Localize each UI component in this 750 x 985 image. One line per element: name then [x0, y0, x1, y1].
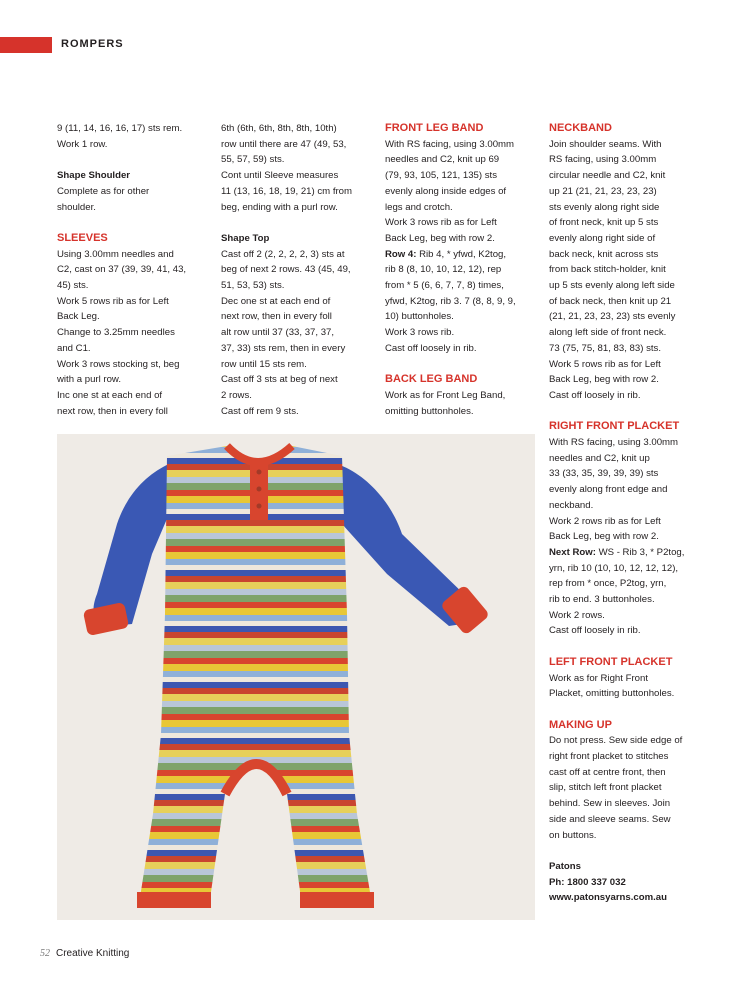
instruction-line: 37, 33) sts rem, then in every — [221, 342, 346, 354]
subheading: Shape Top — [221, 232, 270, 244]
instruction-line: Cast off loosely in rib. — [549, 389, 641, 401]
instruction-line: alt row until 37 (33, 37, 37, — [221, 327, 335, 339]
instruction-line: from * 5 (6, 6, 7, 7, 8) times, — [385, 280, 504, 292]
text-column-3 — [385, 121, 545, 419]
instruction-line: needles and C2, knit up — [549, 452, 650, 464]
instruction-line: Work 2 rows. — [549, 609, 605, 621]
instruction-line: evenly along right side of — [549, 232, 656, 244]
paragraph-gap — [57, 152, 217, 168]
instruction-line: with a purl row. — [57, 374, 121, 386]
row-label: Next Row: — [549, 546, 596, 558]
text-column-2 — [221, 121, 381, 419]
instruction-line: sts evenly along right side — [549, 201, 660, 213]
paragraph-gap — [549, 843, 719, 859]
instruction-line: 33 (33, 35, 39, 39, 39) sts — [549, 468, 659, 480]
instruction-line: row until 15 sts rem. — [221, 358, 307, 370]
instruction-line: of front neck, knit up 5 sts — [549, 217, 659, 229]
instruction-line: Placket, omitting buttonholes. — [549, 688, 675, 700]
instruction-line: Work 3 rows rib. — [385, 327, 455, 339]
instruction-line: 51, 53, 53) sts. — [221, 280, 285, 292]
instruction-line: (79, 93, 105, 121, 135) sts — [385, 170, 498, 182]
instruction-line: evenly along inside edges of — [385, 185, 507, 197]
section-heading: LEFT FRONT PLACKET — [549, 655, 673, 668]
instruction-line: back neck, knit across sts — [549, 248, 659, 260]
paragraph-gap — [57, 215, 217, 231]
instruction-line: right front placket to stitches — [549, 751, 669, 763]
instruction-line: Join shoulder seams. With — [549, 138, 662, 150]
instruction-line — [385, 247, 545, 263]
instruction-line: slip, stitch left front placket — [549, 782, 662, 794]
instruction-line: yrn, rib 10 (10, 10, 12, 12, 12), — [549, 562, 679, 574]
instruction-line: 73 (75, 75, 81, 83, 83) sts. — [549, 342, 661, 354]
instruction-line: circular needle and C2, knit — [549, 170, 666, 182]
instruction-line: of back neck, then knit up 21 — [549, 295, 672, 307]
instruction-line: legs and crotch. — [385, 201, 453, 213]
instruction-line: Cast off rem 9 sts. — [221, 405, 299, 417]
instruction-line: Back Leg, beg with row 2. — [385, 232, 495, 244]
instruction-line: side and sleeve seams. Sew — [549, 813, 671, 825]
instruction-line: Using 3.00mm needles and — [57, 248, 174, 260]
instruction-line: up 21 (21, 21, 23, 23, 23) — [549, 185, 657, 197]
instruction-line: Cast off 2 (2, 2, 2, 2, 3) sts at — [221, 248, 345, 260]
instruction-line: 45) sts. — [57, 280, 89, 291]
instruction-line: Cast off loosely in rib. — [385, 342, 477, 354]
instruction-line: up 5 sts evenly along left side — [549, 280, 675, 292]
instruction-line: along left side of front neck. — [549, 327, 667, 339]
instruction-line: Back Leg, beg with row 2. — [549, 374, 659, 386]
instruction-line: Work 2 rows rib as for Left — [549, 515, 661, 527]
instruction-line: Cast off loosely in rib. — [549, 625, 641, 637]
instruction-line: Inc one st at each end of — [57, 389, 163, 401]
magazine-name: Creative Knitting — [56, 948, 130, 959]
instruction-line: row until there are 47 (49, 53, — [221, 138, 347, 150]
instruction-line: 9 (11, 14, 16, 16, 17) sts rem. — [57, 123, 183, 134]
paragraph-gap — [385, 357, 545, 373]
section-color-bar — [0, 37, 52, 53]
instruction-line: 10) buttonholes. — [385, 311, 454, 323]
subheading: Ph: 1800 337 032 — [549, 876, 626, 888]
instruction-text: WS - Rib 3, * P2tog, — [595, 546, 685, 558]
instruction-line: 11 (13, 16, 18, 19, 21) cm from — [221, 185, 353, 197]
instruction-line: cast off at centre front, then — [549, 766, 666, 778]
instruction-line: on buttons. — [549, 829, 597, 841]
instruction-line: neckband. — [549, 499, 594, 511]
left-sleeve — [93, 464, 169, 626]
instruction-line: Back Leg. — [57, 311, 100, 323]
section-heading: BACK LEG BAND — [385, 373, 478, 386]
row-label: Row 4: — [385, 248, 417, 260]
instruction-line: yfwd, K2tog, rib 3. 7 (8, 8, 9, 9, — [385, 295, 516, 307]
section-heading: RIGHT FRONT PLACKET — [549, 420, 680, 433]
instruction-line: beg, ending with a purl row. — [221, 201, 338, 213]
instruction-line: Cont until Sleeve measures — [221, 170, 339, 182]
subheading: Shape Shoulder — [57, 170, 131, 182]
instruction-line: Work 3 rows rib as for Left — [385, 217, 497, 229]
subheading: www.patonsyarns.com.au — [549, 892, 667, 904]
instruction-line: rib to end. 3 buttonholes. — [549, 594, 655, 606]
section-heading: MAKING UP — [549, 718, 612, 731]
section-title: ROMPERS — [61, 38, 124, 50]
instruction-line: Complete as for other — [57, 185, 150, 197]
instruction-line: 2 rows. — [221, 389, 252, 401]
instruction-line: Dec one st at each end of — [221, 295, 331, 307]
romper-photo — [57, 434, 535, 920]
instruction-line: Cast off 3 sts at beg of next — [221, 374, 338, 386]
paragraph-gap — [549, 639, 719, 655]
instruction-line: Work 1 row. — [57, 138, 108, 150]
page-number: 52 — [40, 948, 50, 959]
instruction-line: Work 5 rows rib as for Left — [549, 358, 661, 370]
section-heading: FRONT LEG BAND — [385, 122, 484, 134]
instruction-line: C2, cast on 37 (39, 39, 41, 43, — [57, 264, 187, 276]
instruction-line: With RS facing, using 3.00mm — [549, 437, 679, 449]
text-column-1 — [57, 121, 217, 419]
instruction-line: evenly along front edge and — [549, 484, 668, 496]
instruction-line: Work 5 rows rib as for Left — [57, 295, 169, 307]
instruction-line: needles and C2, knit up 69 — [385, 154, 500, 166]
instruction-line: beg of next 2 rows. 43 (45, 49, — [221, 264, 351, 276]
instruction-line: omitting buttonholes. — [385, 405, 474, 417]
paragraph-gap — [549, 404, 719, 420]
instruction-line: from back stitch-holder, knit — [549, 264, 666, 276]
instruction-line: rib 8 (8, 10, 10, 12, 12), rep — [385, 264, 502, 276]
instruction-line: Work as for Front Leg Band, — [385, 389, 506, 401]
instruction-line: 55, 57, 59) sts. — [221, 154, 285, 166]
instruction-line: rep from * once, P2tog, yrn, — [549, 578, 667, 590]
instruction-line — [549, 545, 719, 561]
instruction-line: Back Leg, beg with row 2. — [549, 531, 659, 543]
paragraph-gap — [549, 702, 719, 718]
paragraph-gap — [221, 215, 381, 231]
instruction-line: RS facing, using 3.00mm — [549, 154, 657, 166]
subheading: Patons — [549, 860, 581, 872]
instruction-line: shoulder. — [57, 201, 96, 213]
instruction-line: Do not press. Sew side edge of — [549, 735, 683, 747]
instruction-line: Work 3 rows stocking st, beg — [57, 358, 180, 370]
instruction-line: next row, then in every foll — [221, 311, 332, 323]
section-heading: NECKBAND — [549, 122, 612, 134]
instruction-line: (21, 21, 23, 23, 23) sts evenly — [549, 311, 676, 323]
instruction-text: Rib 4, * yfwd, K2tog, — [416, 248, 507, 260]
text-column-4 — [549, 121, 719, 906]
instruction-line: Change to 3.25mm needles — [57, 327, 175, 339]
instruction-line: 6th (6th, 6th, 8th, 8th, 10th) — [221, 123, 337, 134]
instruction-line: and C1. — [57, 342, 91, 354]
instruction-line: next row, then in every foll — [57, 405, 168, 417]
section-heading: SLEEVES — [57, 231, 108, 244]
page-footer — [40, 948, 129, 959]
instruction-line: Work as for Right Front — [549, 672, 648, 684]
instruction-line: behind. Sew in sleeves. Join — [549, 798, 671, 810]
instruction-line: With RS facing, using 3.00mm — [385, 138, 515, 150]
